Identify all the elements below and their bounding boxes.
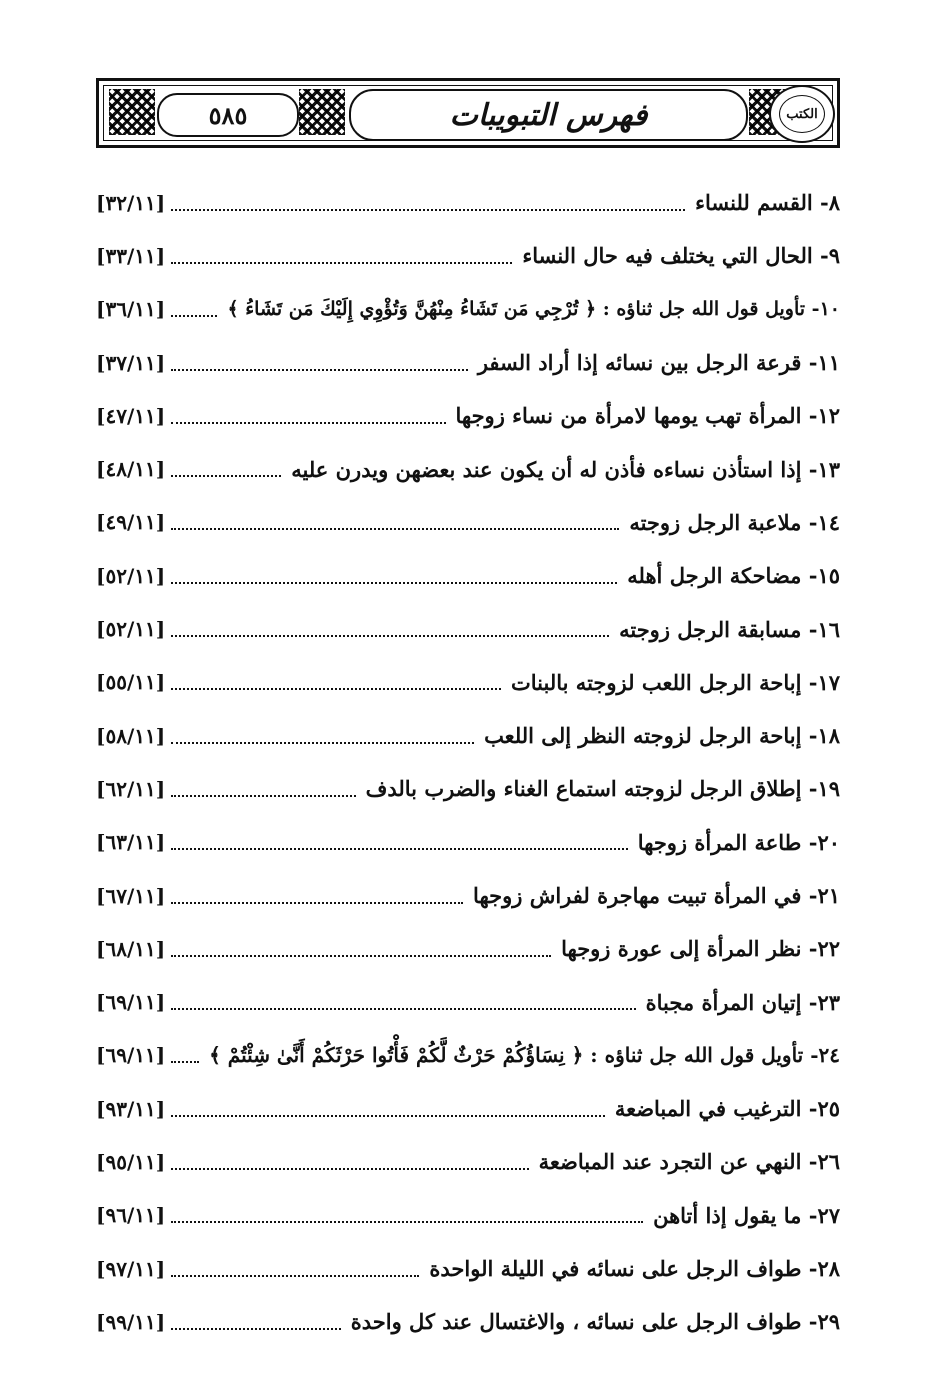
toc-entry-reference: [٩٩/١١] [96,1309,166,1334]
toc-row [96,1295,840,1348]
toc-entry-title: ٨- القسم للنساء [695,190,840,216]
toc-entry-reference: [٤٩/١١] [96,510,166,535]
toc-row [96,869,840,922]
dot-leader [171,1008,635,1010]
toc-row [96,762,840,815]
dot-leader [171,422,445,424]
toc-entry-title: ٢٦- النهي عن التجرد عند المباضعة [538,1149,840,1175]
toc-entry-title: ١١- قرعة الرجل بين نسائه إذا أراد السفر [477,350,840,376]
toc-entry-title: ٩- الحال التي يختلف فيه حال النساء [522,243,840,269]
toc-entry-reference: [٦٣/١١] [96,830,166,855]
toc-row [96,816,840,869]
toc-row [96,283,840,336]
toc-entry-title: ٢١- في المرأة تبيت مهاجرة لفراش زوجها [473,883,840,908]
dot-leader [171,1115,605,1117]
dot-leader [171,315,217,317]
dot-leader [171,528,619,530]
toc-row [96,336,840,389]
toc-row [96,975,840,1028]
toc-entry-reference: [٤٧/١١] [96,403,166,428]
toc-entry-reference: [٥٨/١١] [96,723,166,748]
toc-entry-reference: [٣٧/١١] [96,350,166,375]
page-header [96,78,840,148]
toc-row [96,496,840,549]
toc-entry-title: ١٧- إباحة الرجل اللعب لزوجته بالبنات [511,669,840,695]
toc-entry-reference: [٣٦/١١] [96,297,166,322]
dot-leader [171,1275,419,1277]
toc-entry-title: ٢٨- طواف الرجل على نسائه في الليلة الواحدة [429,1256,840,1282]
ornament-center-left [299,89,345,135]
toc-row [96,549,840,602]
ornament-left [109,89,155,135]
dot-leader [171,688,501,690]
toc-row [96,1135,840,1188]
toc-entry-reference: [٩٧/١١] [96,1256,166,1281]
toc-entry-reference: [٩٦/١١] [96,1203,166,1228]
dot-leader [171,1061,199,1063]
dot-leader [171,742,474,744]
toc-entry-title: ١٤- ملاعبة الرجل زوجته [629,509,840,535]
page-number: ٥٨٥ [157,93,299,137]
toc-entry-reference: [٦٢/١١] [96,776,166,801]
page-title: فهرس التبويبات [349,89,748,141]
toc-entry-title: ٢٠- طاعة المرأة زوجها [637,829,840,855]
toc-entry-reference: [٥٢/١١] [96,617,166,642]
dot-leader [171,209,685,211]
toc-row [96,1029,840,1082]
dot-leader [171,795,355,797]
toc-row [96,442,840,495]
toc-row [96,656,840,709]
dot-leader [171,582,617,584]
dot-leader [171,1168,528,1170]
dot-leader [171,635,609,637]
toc-entry-title: ١٦- مسابقة الرجل زوجته [619,616,840,642]
toc-entry-reference: [٩٣/١١] [96,1096,166,1121]
toc-entry-title: ١٠- تأويل قول الله جل ثناؤه : ﴿ تُرْجِي مَن تَشَاءُ مِنْهُنَّ وَتُؤْوِي إِلَيْكَ مَن تَشَاءُ ﴾ [227,298,840,321]
toc-row [96,176,840,229]
toc-entry-reference: [٩٥/١١] [96,1149,166,1174]
toc-row [96,1189,840,1242]
toc-entry-reference: [٤٨/١١] [96,457,166,482]
toc-entry-title: ٢٧- ما يقول إذا أتاهن [653,1202,840,1228]
toc-entry-title: ٢٢- نظر المرأة إلى عورة زوجها [561,936,840,962]
toc-row [96,1082,840,1135]
table-of-contents [96,176,840,1349]
toc-entry-title: ٢٣- إتيان المرأة مجباة [645,989,840,1015]
toc-row [96,602,840,655]
toc-entry-title: ٢٤- تأويل قول الله جل ثناؤه : ﴿ نِسَاؤُكُمْ حَرْثٌ لَّكُمْ فَأْتُوا حَرْثَكُمْ أَنَّىٰ شِئْتُمْ ﴾ [209,1043,840,1068]
dot-leader [171,475,281,477]
toc-entry-title: ١٢- المرأة تهب يومها لامرأة من نساء زوجها [455,403,840,429]
toc-row [96,1242,840,1295]
toc-entry-title: ١٣- إذا استأذن نساءه فأذن له أن يكون عند بعضهن ويدرن عليه [291,456,840,482]
toc-entry-title: ١٨- إباحة الرجل لزوجته النظر إلى اللعب [484,723,840,749]
dot-leader [171,955,551,957]
toc-entry-reference: [٦٩/١١] [96,1043,166,1068]
toc-row [96,229,840,282]
toc-entry-reference: [٦٧/١١] [96,883,166,908]
toc-entry-title: ١٥- مضاحكة الرجل أهله [627,563,840,589]
dot-leader [171,1221,643,1223]
toc-row [96,709,840,762]
toc-entry-reference: [٣٣/١١] [96,243,166,268]
toc-entry-title: ١٩- إطلاق الرجل لزوجته استماع الغناء والضرب بالدف [365,776,840,802]
toc-entry-reference: [٦٩/١١] [96,990,166,1015]
toc-entry-reference: [٦٨/١١] [96,936,166,961]
dot-leader [171,262,512,264]
dot-leader [171,1328,341,1330]
toc-entry-title: ٢٥- الترغيب في المباضعة [614,1096,840,1122]
toc-entry-reference: [٥٢/١١] [96,563,166,588]
toc-entry-reference: [٣٢/١١] [96,190,166,215]
logo-text: الكتب [779,95,825,133]
toc-row [96,922,840,975]
dot-leader [171,902,463,904]
dot-leader [171,848,628,850]
dot-leader [171,369,468,371]
publisher-logo [769,85,835,143]
toc-entry-title: ٢٩- طواف الرجل على نسائه ، والاغتسال عند كل واحدة [350,1309,840,1335]
toc-row [96,389,840,442]
toc-entry-reference: [٥٥/١١] [96,670,166,695]
